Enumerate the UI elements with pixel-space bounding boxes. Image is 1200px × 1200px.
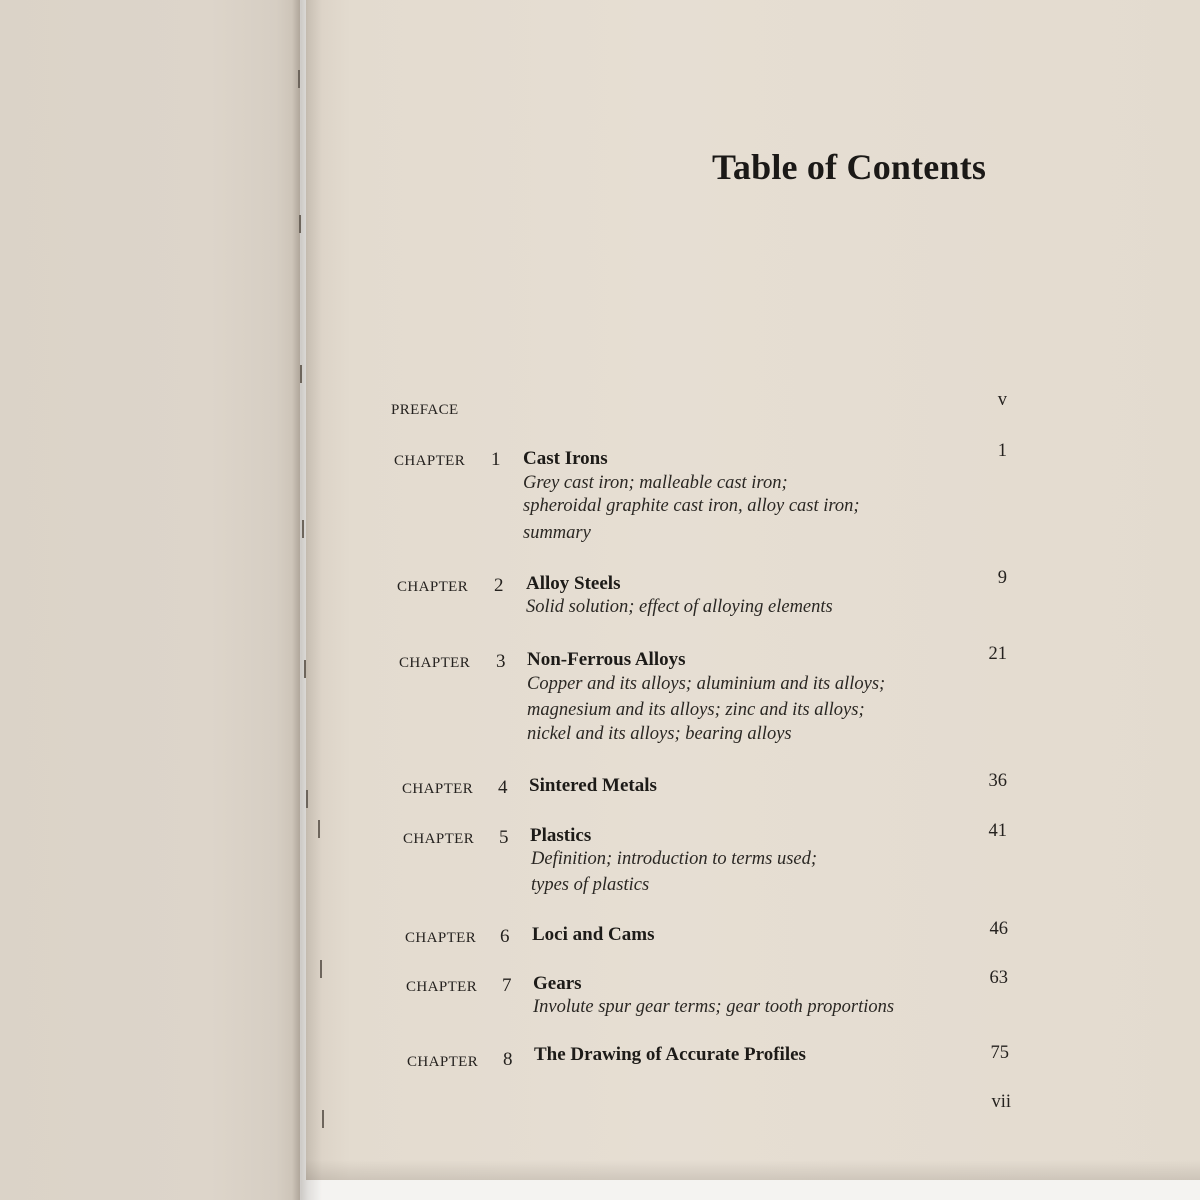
chapter-title: Gears bbox=[533, 973, 582, 994]
chapter-number: 7 bbox=[502, 975, 512, 996]
binding-stitch bbox=[318, 820, 320, 838]
preface-label: PREFACE bbox=[391, 402, 459, 418]
chapter-title: The Drawing of Accurate Profiles bbox=[534, 1044, 806, 1065]
chapter-number: 8 bbox=[503, 1049, 513, 1070]
chapter-title: Cast Irons bbox=[523, 448, 608, 469]
chapter-desc-line: Grey cast iron; malleable cast iron; bbox=[523, 473, 788, 493]
chapter-page: 41 bbox=[988, 821, 1007, 841]
chapter-number: 6 bbox=[500, 926, 510, 947]
chapter-label: CHAPTER bbox=[394, 453, 466, 469]
binding-stitch bbox=[322, 1110, 324, 1128]
chapter-desc-line: Solid solution; effect of alloying elements bbox=[526, 597, 833, 617]
chapter-title: Non-Ferrous Alloys bbox=[527, 649, 686, 670]
chapter-desc-line: Involute spur gear terms; gear tooth proportions bbox=[533, 997, 895, 1017]
chapter-desc-line: nickel and its alloys; bearing alloys bbox=[527, 724, 792, 744]
binding-stitch bbox=[306, 790, 308, 808]
chapter-page: 21 bbox=[988, 644, 1007, 664]
chapter-number: 1 bbox=[491, 449, 501, 470]
chapter-page: 9 bbox=[997, 568, 1007, 588]
binding-stitch bbox=[304, 660, 306, 678]
chapter-number: 4 bbox=[498, 777, 508, 798]
chapter-label: CHAPTER bbox=[407, 1054, 479, 1070]
book-gutter bbox=[292, 0, 322, 1200]
chapter-label: CHAPTER bbox=[406, 979, 478, 995]
binding-stitch bbox=[320, 960, 322, 978]
chapter-desc-line: Copper and its alloys; aluminium and its alloys; bbox=[527, 674, 886, 694]
chapter-page: 46 bbox=[989, 919, 1008, 939]
chapter-label: CHAPTER bbox=[402, 781, 474, 797]
chapter-title: Sintered Metals bbox=[529, 775, 657, 796]
chapter-label: CHAPTER bbox=[405, 930, 477, 946]
page-title: Table of Contents bbox=[712, 147, 987, 187]
chapter-number: 2 bbox=[494, 575, 504, 596]
chapter-page: 75 bbox=[990, 1043, 1009, 1063]
chapter-desc-line: types of plastics bbox=[531, 875, 650, 895]
binding-stitch bbox=[302, 520, 304, 538]
chapter-desc-line: spheroidal graphite cast iron, alloy cast iron; bbox=[523, 496, 860, 516]
page-bottom-shadow bbox=[306, 1160, 1200, 1180]
chapter-desc-line: magnesium and its alloys; zinc and its alloys; bbox=[527, 700, 865, 720]
folio-page-number: vii bbox=[991, 1092, 1011, 1112]
chapter-desc-line: summary bbox=[523, 523, 591, 543]
chapter-label: CHAPTER bbox=[399, 655, 471, 671]
chapter-title: Alloy Steels bbox=[526, 573, 621, 594]
chapter-page: 63 bbox=[989, 968, 1008, 988]
chapter-label: CHAPTER bbox=[403, 831, 475, 847]
chapter-desc-line: Definition; introduction to terms used; bbox=[531, 849, 818, 869]
chapter-label: CHAPTER bbox=[397, 579, 469, 595]
left-page bbox=[0, 0, 300, 1200]
chapter-page: 36 bbox=[988, 771, 1007, 791]
chapter-number: 3 bbox=[496, 651, 506, 672]
preface-page: v bbox=[997, 390, 1007, 410]
chapter-number: 5 bbox=[499, 827, 509, 848]
chapter-title: Plastics bbox=[530, 825, 592, 846]
binding-stitch bbox=[299, 215, 301, 233]
chapter-title: Loci and Cams bbox=[532, 924, 655, 945]
binding-stitch bbox=[298, 70, 300, 88]
binding-stitch bbox=[300, 365, 302, 383]
chapter-page: 1 bbox=[997, 441, 1007, 461]
